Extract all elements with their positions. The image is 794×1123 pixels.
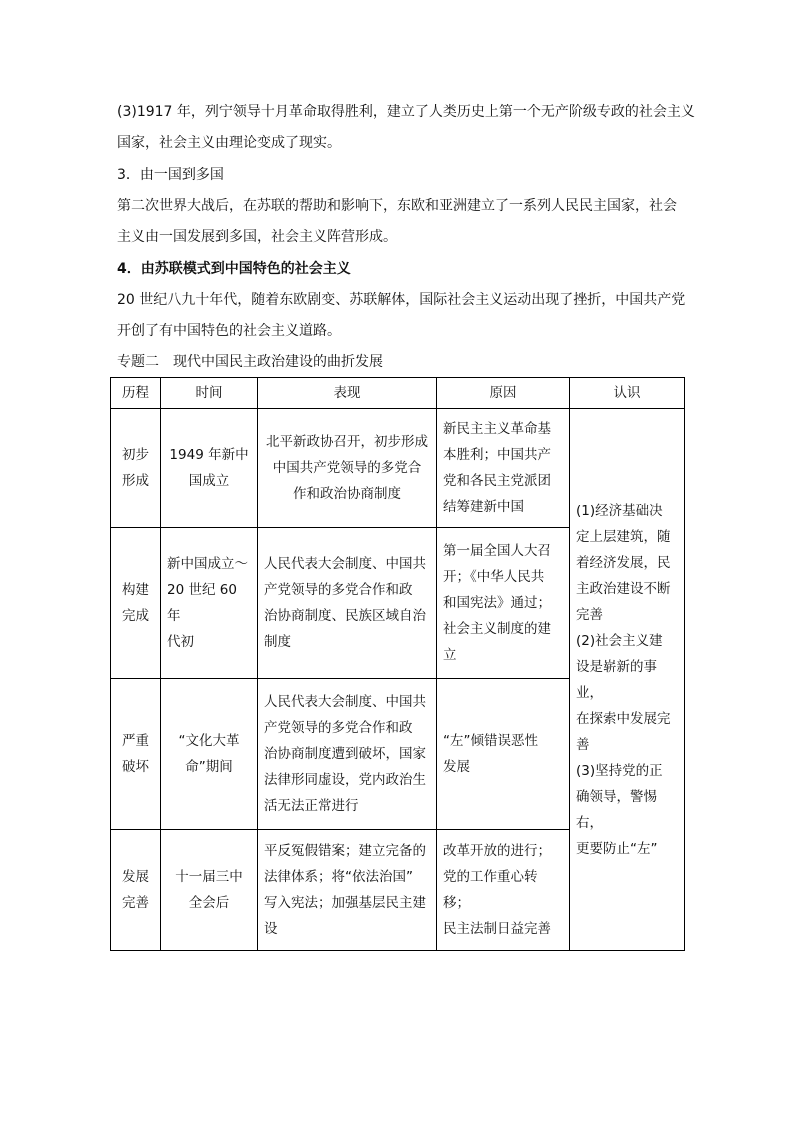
paragraph-3-line-2: 开创了有中国特色的社会主义道路。	[117, 323, 341, 339]
header-understanding: 认识	[570, 378, 685, 409]
header-performance: 表现	[258, 378, 437, 409]
time-cell: “文化大革 命”期间	[161, 679, 258, 830]
performance-cell: 人民代表大会制度、中国共 产党领导的多党合作和政 治协商制度遭到破坏，国家 法律形同虚设，党内政治生 活无法正常进行	[258, 679, 437, 830]
time-cell: 新中国成立～ 20 世纪 60 年 代初	[161, 528, 258, 679]
paragraph-2-line-1: 第二次世界大战后，在苏联的帮助和影响下，东欧和亚洲建立了一系列人民民主国家，社会	[117, 198, 677, 214]
stage-cell: 发展 完善	[111, 830, 161, 951]
time-cell: 1949 年新中 国成立	[161, 409, 258, 528]
header-stage: 历程	[111, 378, 161, 409]
performance-cell: 北平新政协召开，初步形成 中国共产党领导的多党合 作和政治协商制度	[258, 409, 437, 528]
reason-cell: 第一届全国人大召 开；《中华人民共 和国宪法》通过； 社会主义制度的建 立	[437, 528, 570, 679]
section-heading-4: 4．由苏联模式到中国特色的社会主义	[117, 261, 351, 277]
table-row	[111, 409, 685, 528]
reason-cell: 改革开放的进行； 党的工作重心转移； 民主法制日益完善	[437, 830, 570, 951]
reason-cell: 新民主主义革命基 本胜利；中国共产 党和各民主党派团 结筹建新中国	[437, 409, 570, 528]
reason-cell: “左”倾错误恶性 发展	[437, 679, 570, 830]
topic-title: 专题二 现代中国民主政治建设的曲折发展	[117, 354, 383, 370]
paragraph-3-line-1: 20 世纪八九十年代，随着东欧剧变、苏联解体，国际社会主义运动出现了挫折，中国共产党	[117, 292, 686, 308]
performance-cell: 平反冤假错案；建立完备的 法律体系；将“依法治国” 写入宪法；加强基层民主建 设	[258, 830, 437, 951]
header-time: 时间	[161, 378, 258, 409]
understanding-cell: (1)经济基础决 定上层建筑，随 着经济发展，民 主政治建设不断 完善 (2)社会主义建 设是崭新的事业， 在探索中发展完 善 (3)坚持党的正 确领导，警惕右， 更要防止“左”	[570, 409, 685, 951]
time-cell: 十一届三中 全会后	[161, 830, 258, 951]
paragraph-1-line-2: 国家，社会主义由理论变成了现实。	[117, 135, 341, 151]
section-heading-3: 3．由一国到多国	[117, 167, 224, 183]
stage-cell: 初步 形成	[111, 409, 161, 528]
table-header-row	[111, 378, 685, 409]
paragraph-1-line-1: (3)1917 年，列宁领导十月革命取得胜利，建立了人类历史上第一个无产阶级专政的社会主义	[117, 104, 695, 120]
stage-cell: 严重 破坏	[111, 679, 161, 830]
paragraph-2-line-2: 主义由一国发展到多国，社会主义阵营形成。	[117, 229, 397, 245]
stage-cell: 构建 完成	[111, 528, 161, 679]
development-table	[110, 377, 685, 951]
performance-cell: 人民代表大会制度、中国共 产党领导的多党合作和政 治协商制度、民族区域自治 制度	[258, 528, 437, 679]
header-reason: 原因	[437, 378, 570, 409]
